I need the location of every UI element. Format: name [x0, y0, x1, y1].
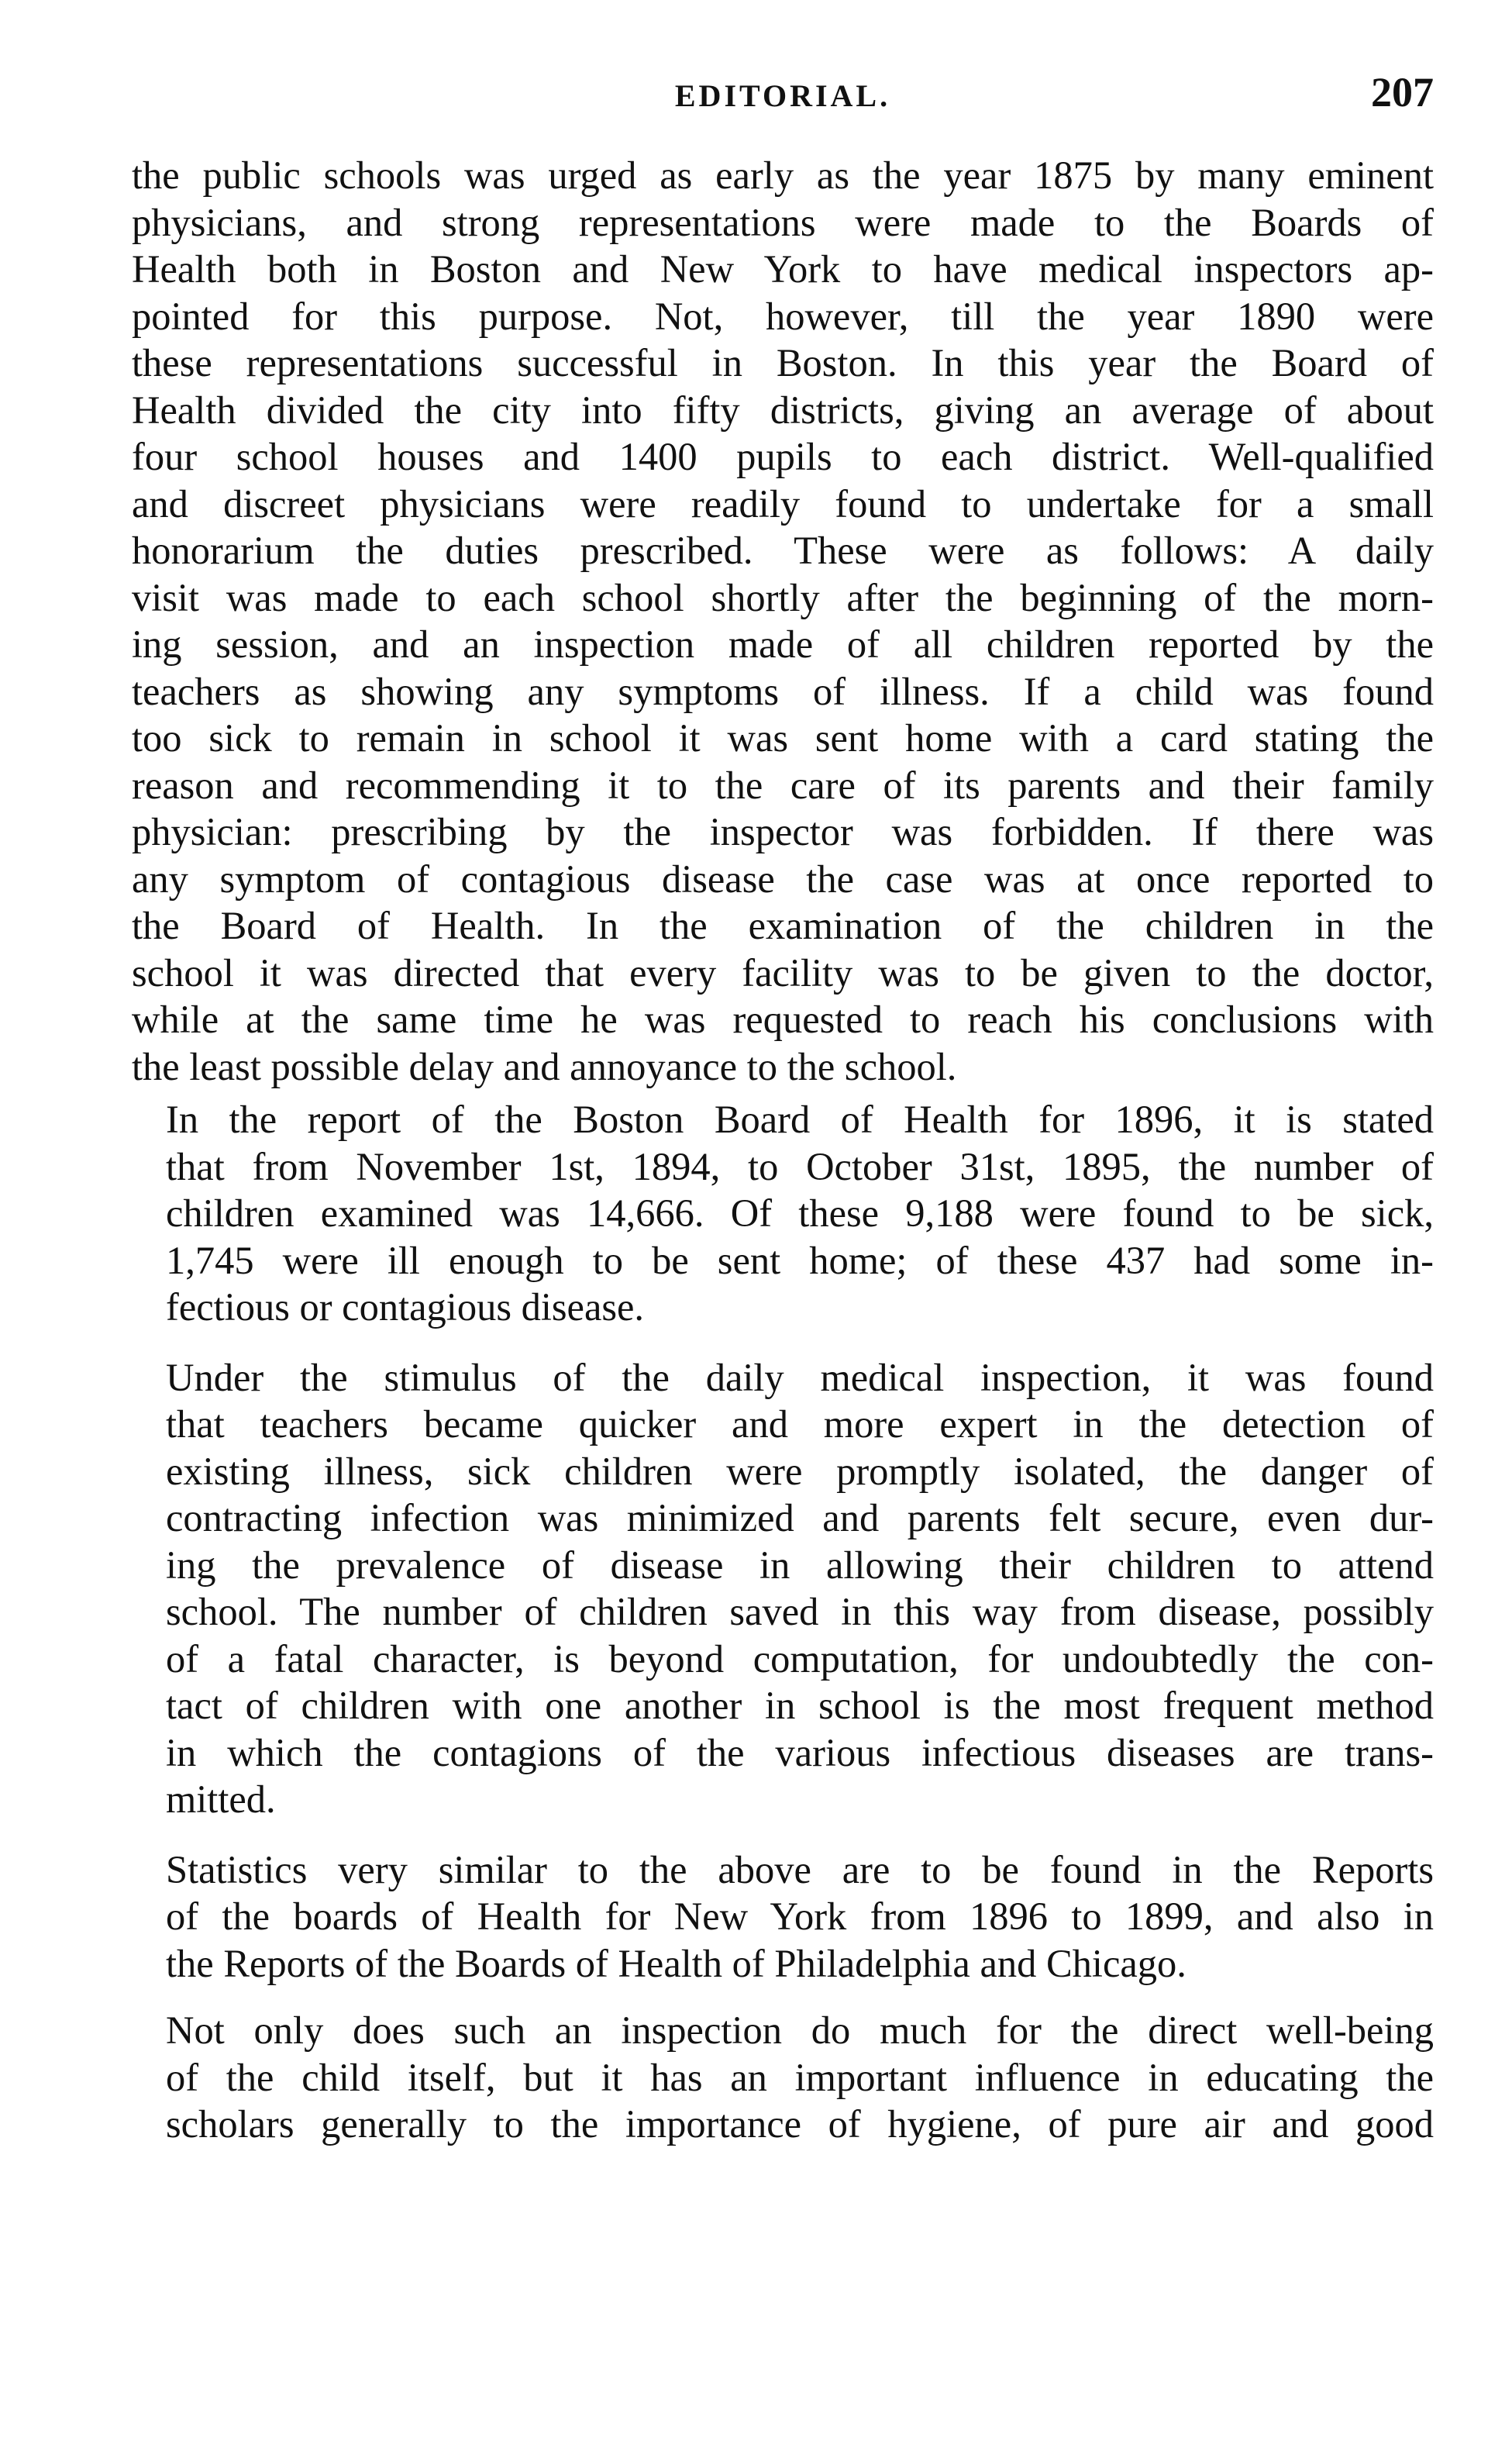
text-line: four school houses and 1400 pupils to each district. Well-qualified — [132, 435, 1434, 478]
text-line: the public schools was urged as early as the year 1875 by many eminent — [132, 153, 1434, 197]
paragraph-daily-inspection — [132, 1354, 1434, 1823]
text-line: fectious or contagious disease. — [166, 1285, 645, 1329]
text-line: scholars generally to the importance of hygiene, of pure air and good — [166, 2102, 1434, 2146]
text-line: Health divided the city into fifty districts, giving an average of about — [132, 388, 1434, 432]
text-line: of the boards of Health for New York from 1896 to 1899, and also in — [166, 1895, 1434, 1938]
text-line: the Reports of the Boards of Health of Philadelphia and Chicago. — [166, 1941, 1187, 1985]
text-line: of the child itself, but it has an important influence in educating the — [166, 2055, 1434, 2099]
text-line: 1,745 were ill enough to be sent home; of these 437 had some in- — [166, 1238, 1434, 1282]
text-line: tact of children with one another in school is the most frequent method — [166, 1684, 1434, 1727]
page-number: 207 — [1371, 69, 1434, 115]
text-line: and discreet physicians were readily found to undertake for a small — [132, 481, 1434, 526]
paragraph-boston-report — [132, 1096, 1434, 1331]
text-line: the least possible delay and annoyance to the school. — [132, 1044, 957, 1088]
text-line: physicians, and strong representations were made to the Boards of — [132, 200, 1434, 244]
body-text — [132, 152, 1434, 2148]
text-line: honorarium the duties prescribed. These were as follows: A daily — [132, 529, 1434, 572]
text-line: too sick to remain in school it was sent home with a card stating the — [132, 716, 1434, 760]
book-page — [132, 60, 1434, 2148]
text-line: teachers as showing any symptoms of illness. If a child was found — [132, 669, 1434, 713]
text-line: ing session, and an inspection made of all children reported by the — [132, 622, 1434, 666]
text-line: the Board of Health. In the examination of the children in the — [132, 904, 1434, 947]
text-line: school it was directed that every facility was to be given to the doctor, — [132, 950, 1434, 995]
text-line: Under the stimulus of the daily medical inspection, it was found — [166, 1355, 1434, 1399]
text-line: any symptom of contagious disease the case was at once reported to — [132, 857, 1434, 901]
text-line: children examined was 14,666. Of these 9,188 were found to be sick, — [166, 1191, 1434, 1235]
text-line: In the report of the Boston Board of Health for 1896, it is stated — [166, 1098, 1434, 1141]
text-line: while at the same time he was requested to reach his conclusions with — [132, 998, 1434, 1041]
text-line: physician: prescribing by the inspector was forbidden. If there was — [132, 810, 1434, 853]
text-line: of a fatal character, is beyond computation, for undoubtedly the con- — [166, 1636, 1434, 1681]
text-line: Statistics very similar to the above are to be found in the Reports — [166, 1847, 1434, 1891]
text-line: mitted. — [166, 1777, 276, 1821]
text-line: Health both in Boston and New York to have medical inspectors ap- — [132, 247, 1434, 291]
running-title: EDITORIAL. — [674, 78, 891, 113]
text-line: Not only does such an inspection do much for the direct well-being — [166, 2008, 1434, 2052]
text-line: contracting infection was minimized and parents felt secure, even dur- — [166, 1496, 1434, 1539]
text-line: pointed for this purpose. Not, however, till the year 1890 were — [132, 294, 1434, 338]
text-line: that teachers became quicker and more expert in the detection of — [166, 1402, 1434, 1446]
text-line: reason and recommending it to the care of its parents and their family — [132, 763, 1434, 807]
text-line: in which the contagions of the various infectious diseases are trans- — [166, 1730, 1434, 1774]
text-line: ing the prevalence of disease in allowing their children to attend — [166, 1543, 1434, 1587]
text-line: visit was made to each school shortly after the beginning of the morn- — [132, 575, 1434, 619]
text-line: that from November 1st, 1894, to October 31st, 1895, the number of — [166, 1144, 1434, 1188]
text-line: school. The number of children saved in this way from disease, possibly — [166, 1590, 1434, 1633]
paragraph-hygiene-education — [132, 2007, 1434, 2148]
running-head — [132, 60, 1434, 130]
paragraph-medical-inspection-history — [132, 152, 1434, 1090]
paragraph-statistics — [132, 1846, 1434, 1988]
text-line: existing illness, sick children were promptly isolated, the danger of — [166, 1449, 1434, 1493]
text-line: these representations successful in Boston. In this year the Board of — [132, 341, 1434, 384]
